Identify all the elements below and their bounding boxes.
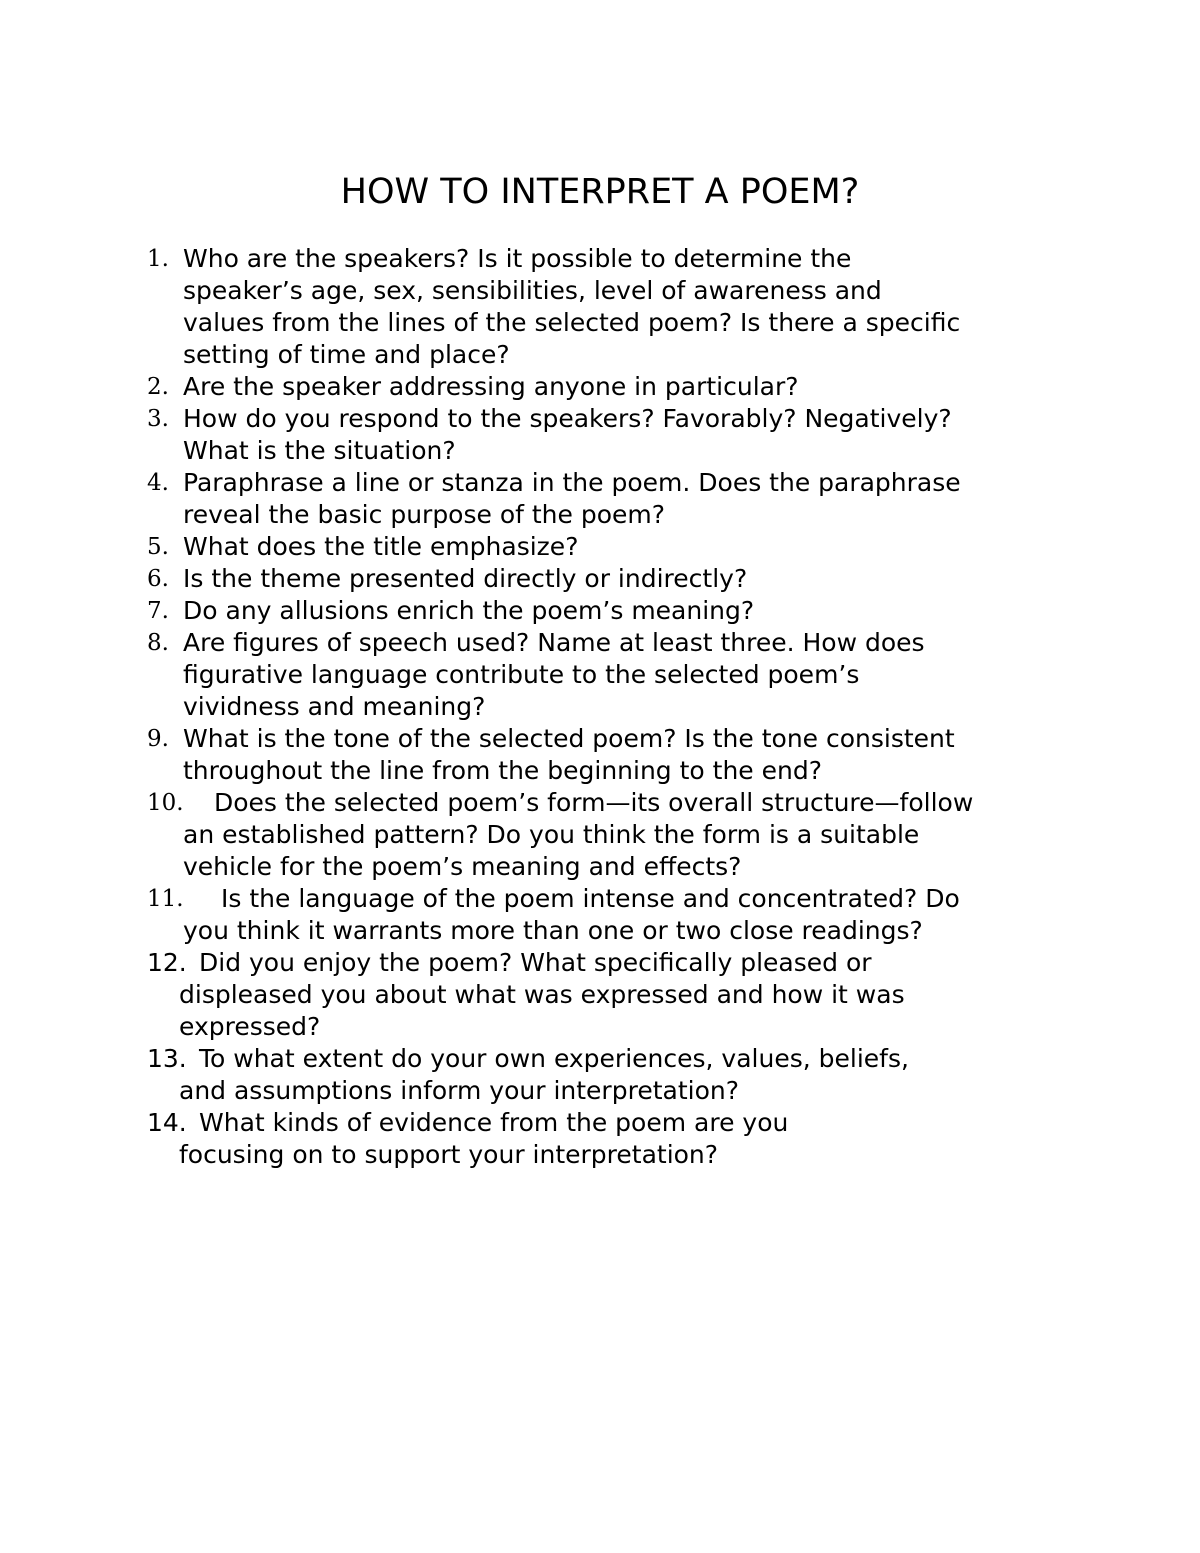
list-item-number: 1. xyxy=(147,246,169,272)
list-item-number: 3. xyxy=(147,406,169,432)
list-item-text-line: Did you enjoy the poem? What specifically pleased or xyxy=(199,948,872,977)
list-item-text-line: speaker’s age, sex, sensibilities, level of awareness and xyxy=(183,276,882,305)
list-item-number: 13. xyxy=(147,1044,187,1073)
list-item-text-line: focusing on to support your interpretation? xyxy=(179,1140,719,1169)
list-item-text-line: you think it warrants more than one or two close readings? xyxy=(183,916,923,945)
list-item-text-line: Are figures of speech used? Name at least three. How does xyxy=(183,628,925,657)
list-item-text-line: throughout the line from the beginning to the end? xyxy=(183,756,823,785)
list-item-number: 8. xyxy=(147,630,169,656)
list-item-number: 6. xyxy=(147,566,169,592)
list-item-text-line: What does the title emphasize? xyxy=(183,532,579,561)
list-item-text-line: How do you respond to the speakers? Favorably? Negatively? xyxy=(183,404,952,433)
list-item-number: 11. xyxy=(147,886,184,912)
list-item-text-line: What is the tone of the selected poem? Is the tone consistent xyxy=(183,724,955,753)
list-item-text-line: Does the selected poem’s form—its overall structure—follow xyxy=(214,788,974,817)
list-item-number: 2. xyxy=(147,374,169,400)
list-item-text-line: expressed? xyxy=(179,1012,321,1041)
list-item-number: 7. xyxy=(147,598,169,624)
list-item-text-line: vehicle for the poem’s meaning and effects? xyxy=(183,852,742,881)
list-item-text-line: To what extent do your own experiences, values, beliefs, xyxy=(199,1044,909,1073)
list-item-text-line: What kinds of evidence from the poem are you xyxy=(199,1108,789,1137)
list-item-text-line: setting of time and place? xyxy=(183,340,510,369)
list-item-text-line: values from the lines of the selected poem? Is there a specific xyxy=(183,308,961,337)
list-item-number: 14. xyxy=(147,1108,187,1137)
list-item-text-line: Is the theme presented directly or indirectly? xyxy=(183,564,748,593)
list-item-text-line: figurative language contribute to the selected poem’s xyxy=(183,660,860,689)
list-item-number: 9. xyxy=(147,726,169,752)
list-item-text-line: and assumptions inform your interpretation? xyxy=(179,1076,739,1105)
page-title: HOW TO INTERPRET A POEM? xyxy=(340,172,860,212)
list-item-text-line: Are the speaker addressing anyone in particular? xyxy=(183,372,799,401)
list-item-text-line: vividness and meaning? xyxy=(183,692,486,721)
list-item-number: 12. xyxy=(147,948,187,977)
list-item-text-line: Is the language of the poem intense and concentrated? Do xyxy=(221,884,960,913)
list-item-number: 5. xyxy=(147,534,169,560)
list-item-text-line: reveal the basic purpose of the poem? xyxy=(183,500,666,529)
list-item-text-line: Who are the speakers? Is it possible to determine the xyxy=(183,244,852,273)
list-item-number: 10. xyxy=(147,790,184,816)
list-item-text-line: Paraphrase a line or stanza in the poem. Does the paraphrase xyxy=(183,468,961,497)
list-item-text-line: What is the situation? xyxy=(183,436,456,465)
list-item-text-line: an established pattern? Do you think the form is a suitable xyxy=(183,820,920,849)
list-item-number: 4. xyxy=(147,470,169,496)
list-item-text-line: displeased you about what was expressed and how it was xyxy=(179,980,905,1009)
list-item-text-line: Do any allusions enrich the poem’s meaning? xyxy=(183,596,755,625)
